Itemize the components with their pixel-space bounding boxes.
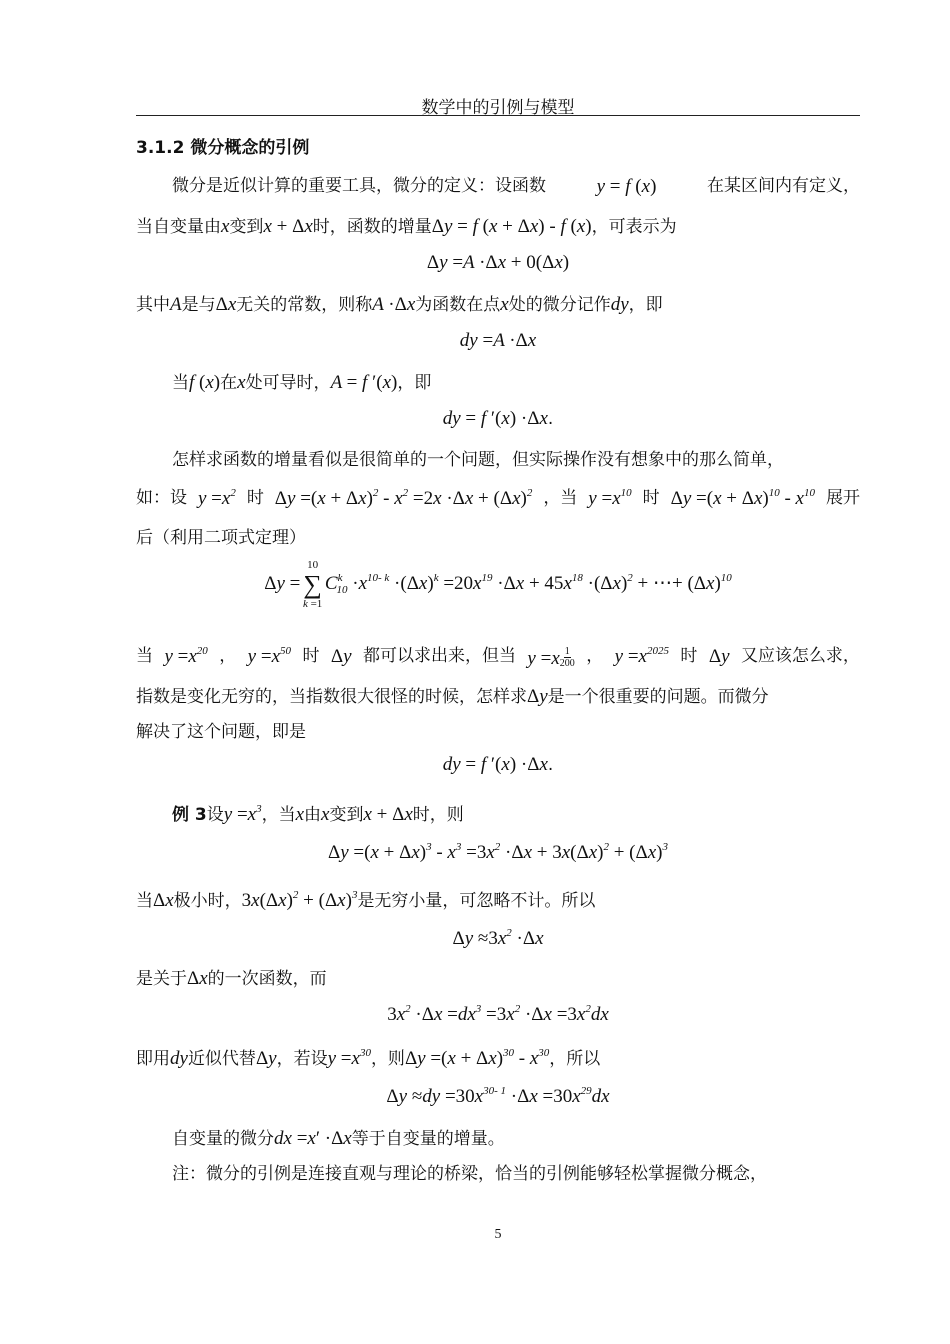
- display-equation: $\Delta y \approx dy =30x^{30- 1} \cdot\Delta x =30x^{29}dx$: [386, 1085, 610, 1107]
- section-heading: 3.1.2 微分概念的引例: [136, 138, 310, 158]
- note-line: 注：微分的引例是连接直观与理论的桥梁，恰当的引例能够轻松掌握微分概念，: [172, 1164, 767, 1184]
- page-number: 5: [494, 1227, 502, 1242]
- display-equation: dy = f ′(x) ·Δx.: [442, 408, 554, 429]
- paragraph-line: 其中A是与Δx无关的常数，则称A ·Δx为函数在点x处的微分记作dy，即: [136, 294, 663, 315]
- display-equation: dy =A ·Δx: [459, 330, 537, 351]
- header-divider: [136, 115, 860, 116]
- paragraph-line: 解决了这个问题，即是: [136, 722, 306, 742]
- paragraph-line: 即用dy近似代替Δy，若设$y =x^{30}$，则$\Delta y =(x + \Delta x)^{30} - x^{30}$，所以: [136, 1047, 601, 1069]
- paragraph-line: 微分是近似计算的重要工具，微分的定义：设函数 y = f (x) 在某区间内有定义，: [172, 176, 860, 197]
- paragraph-line: 是关于Δx的一次函数，而: [136, 968, 327, 989]
- paragraph-line: 后（利用二项式定理）: [136, 528, 306, 548]
- display-equation: Δy = 10 ∑ k =1 $C^k_{10} \cdot x^{10- k} \cdot(\Delta x)^k =20x^{19} \cdot\Delta x + 45x^{18} \cdot(\Delta x)^2$ + ⋯+ $(\Delta x)^{10}$: [264, 559, 732, 610]
- running-header: 数学中的引例与模型: [421, 98, 575, 118]
- paragraph-line: 当f (x)在x处可导时，A = f ′(x)，即: [172, 372, 432, 393]
- display-equation: Δy =A ·Δx + 0(Δx): [426, 252, 570, 273]
- paragraph-line: 指数是变化无穷的，当指数很大很怪的时候，怎样求Δy是一个很重要的问题。而微分: [136, 686, 769, 707]
- paragraph-line: 当Δx极小时，$3x(\Delta x)^2 + (\Delta x)^3$是无穷小量，可忽略不计。所以: [136, 889, 596, 911]
- formula: y = f (x): [596, 176, 657, 197]
- paragraph-line: 自变量的微分dx =x′ ·Δx等于自变量的增量。: [172, 1128, 505, 1149]
- display-equation: $\Delta y \approx 3x^2 \cdot\Delta x$: [452, 927, 544, 949]
- display-equation: dy = f ′(x) ·Δx.: [442, 754, 554, 775]
- paragraph-line: 当 $y =x^{20}$ ， $y =x^{50}$ 时 Δy 都可以求出来，但当 y =x $\frac{1}{200}$ ， $y =x^{2025}$ 时 Δy 又应该怎么求，: [136, 645, 860, 669]
- display-equation: $3x^2 \cdot\Delta x =dx^3 =3x^2 \cdot\Delta x =3x^2dx$: [387, 1003, 609, 1025]
- paragraph-line: 怎样求函数的增量看似是很简单的一个问题，但实际操作没有想象中的那么简单，: [172, 450, 784, 470]
- paragraph-line: 当自变量由x变到x + Δx时，函数的增量Δy = f (x + Δx) - f (x)，可表示为: [136, 216, 677, 237]
- display-equation: $\Delta y =(x + \Delta x)^3 - x^3 =3x^2 \cdot\Delta x + 3x(\Delta x)^2 + (\Delta x)^3$: [328, 841, 668, 863]
- example-label: 例 3: [172, 805, 207, 825]
- paragraph-line: 如：设 $y =x^2$ 时 $\Delta y =(x + \Delta x)^2 - x^2 =2x \cdot\Delta x + (\Delta x)^2$ ，当 $y =x^{10}$ 时 $\Delta y =(x + \Delta x)^{10} - x^{10}$ 展开: [136, 487, 860, 509]
- example-line: 例 3设$y =x^3$，当x由x变到x + Δx时，则: [172, 803, 464, 825]
